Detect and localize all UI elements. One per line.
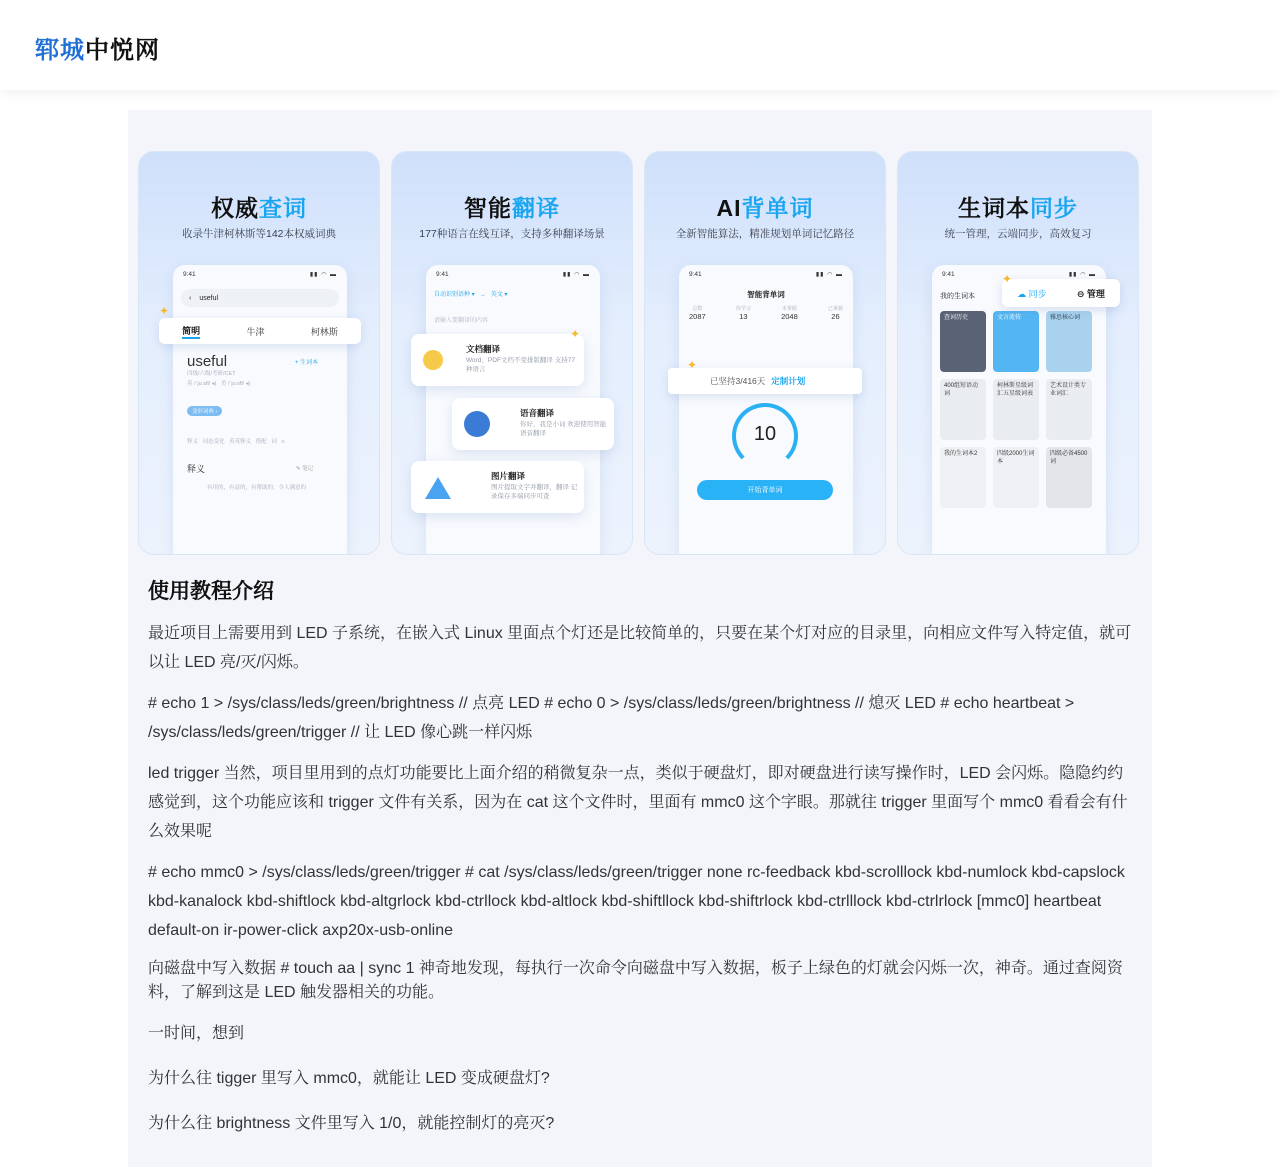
translate-input: 请输入要翻译的内容 [434,318,489,324]
start-learning-button: 开始背单词 [697,480,833,500]
wordbook-tile: 四级2000生词本 [993,447,1039,508]
image-icon [425,477,451,499]
definition-text: 有用的，有益的，有帮助的，令人满意的 [207,485,307,491]
note-button: ✎ 笔记 [296,466,314,472]
meaning-tabs: 释义 词态变化 英英释义 搭配 词 ≡ [187,439,285,445]
article-paragraph: 为什么往 brightness 文件里写入 1/0，就能控制灯的亮灭? [148,1115,555,1132]
wordbook-tile: 查词历史 [940,311,986,372]
card-title: AI背单词 [716,195,814,221]
stats-row: 总数 2087 待学习 13 未掌握 2048 已掌握 26 [689,306,843,321]
card-subtitle: 全新智能算法，精准规划单词记忆路径 [675,228,855,240]
signal-icon: ▮▮ ◠ ▬ [309,271,337,278]
tab-oxford: 牛津 [246,326,265,337]
section-title: 释义 [187,464,206,474]
feature-card-ai-vocab[interactable] [644,151,886,555]
status-bar: 9:41 ▮▮ ◠ ▬ [689,270,843,278]
robot-icon [464,411,490,437]
wordbook-tile: 我的生词本2 [940,447,986,508]
feature-card-lookup[interactable] [138,151,380,555]
signal-icon: ▮▮ ◠ ▬ [1068,271,1096,278]
wordbook-tile: 四级必备4500词 [1046,447,1092,508]
sparkle-icon: ✦ [687,358,698,372]
feature-voice-translate: 语音翻译 你好，我是小词 欢迎使用智能语音翻译 [452,398,614,450]
article-paragraph: 最近项目上需要用到 LED 子系统，在嵌入式 Linux 里面点个灯还是比较简单的，只要在某个灯对应的目录里，向相应文件写入特定值，就可以让 LED 亮/灭/闪烁。 [148,625,1132,671]
site-logo[interactable] [35,30,160,65]
signal-icon: ▮▮ ◠ ▬ [815,271,843,278]
feature-card-wordbook-sync[interactable] [897,151,1139,555]
wordbook-grid [940,311,1092,508]
today-count: 10 [753,423,777,445]
article-paragraph: 向磁盘中写入数据 # touch aa | sync 1 神奇地发现，每执行一次命令向磁盘中写入数据，板子上绿色的灯就会闪烁一次，神奇。通过查阅资料，了解到这是 LED 触发器相关的功能。 [148,960,1123,1001]
document-icon [423,350,443,370]
card-title: 智能翻译 [464,195,560,221]
search-box: ‹ useful [181,289,339,307]
article-paragraph: # echo mmc0 > /sys/class/leds/green/trigger # cat /sys/class/leds/green/trigger none rc-feedback kbd-scrolllock kbd-numlock kbd-capslock kbd-kanalock kbd-shiftlock kbd-altgrlock kbd-ctrllock kbd-altlock kbd-shiftllock kbd-shiftrlock kbd-ctrlllock kbd-ctrlrlock [mmc0] heartbeat default-on ir-power-click axp20x-usb-online [148,864,1125,939]
status-bar: 9:41 ▮▮ ◠ ▬ [942,270,1096,278]
sparkle-icon: ✦ [1002,272,1013,286]
add-wordbook-badge: + 生词本 [295,360,319,366]
card-title: 权威查词 [211,195,307,221]
wordbook-tile: 柯林斯星级词汇五星级词表 [993,379,1039,440]
status-bar: 9:41 ▮▮ ◠ ▬ [436,270,590,278]
sparkle-icon: ✦ [570,327,581,341]
wordbook-title: 我的生词本 [940,293,975,300]
tab-collins: 柯林斯 [310,326,338,337]
card-subtitle: 177种语言在线互译，支持多种翻译场景 [419,228,605,240]
word-meta: 四级/六级/考研/CET [187,371,236,377]
article-paragraph: 一时间，想到 [148,1025,245,1042]
pronounce-chip: 变形词典 › [187,406,222,416]
card-subtitle: 收录牛津柯林斯等142本权威词典 [181,228,337,240]
phone-header: 智能背单词 [747,290,785,299]
language-selector: 自动识别语种 ▾ → 英文 ▾ [434,292,508,298]
wordbook-tile: 文言流传 [993,311,1039,372]
status-bar: 9:41 ▮▮ ◠ ▬ [183,270,337,278]
phone-mockup [173,265,347,555]
tab-concise: 简明 [182,324,200,339]
dictionary-tabs [159,318,361,344]
tutorial-article [148,575,1134,1150]
sync-manage-bar [1002,279,1120,307]
sparkle-icon: ✦ [159,304,170,318]
article-heading: 使用教程介绍 [148,580,274,603]
manage-icon: ⊖ 管理 [1076,288,1105,299]
logo-text-part2: 中悦网 [85,37,160,64]
signal-icon: ▮▮ ◠ ▬ [562,271,590,278]
feature-card-translate[interactable] [391,151,633,555]
main-content [128,110,1152,1167]
plan-banner: 已坚持3/416天 定制计划 [668,368,862,394]
wordbook-tile: 400组短语动词 [940,379,986,440]
article-paragraph: led trigger 当然，项目里用到的点灯功能要比上面介绍的稍微复杂一点，类似于硬盘灯，即对硬盘进行读写操作时，LED 会闪烁。隐隐约约感觉到，这个功能应该和 trigger 文件有关系，因为在 cat 这个文件时，里面有 mmc0 这个字眼。那就往 trigger 里面写个 mmc0 看看会有什么效果呢 [148,765,1128,840]
logo-text-part1: 郓城 [35,37,85,64]
phone-mockup [679,265,853,555]
site-header [0,0,1280,90]
word-headline: useful [187,353,228,370]
feature-cards [138,151,1139,555]
phonetics: 英 /ˈjuːsfl/ ◂) 美 /ˈjuːsfl/ ◂) [187,381,251,387]
phone-mockup [932,265,1106,555]
feature-document-translate: 文档翻译 Word、PDF文档不变排版翻译 支持77种语言 [411,334,584,386]
wordbook-tile: 雅思核心词 [1046,311,1092,372]
feature-image-translate: 图片翻译 图片提取文字并翻译，翻译 记录保存多端同步可查 [411,461,584,513]
card-title: 生词本同步 [958,195,1078,221]
cloud-sync-icon: ☁ 同步 [1017,288,1047,299]
article-paragraph: # echo 1 > /sys/class/leds/green/brightness // 点亮 LED # echo 0 > /sys/class/leds/green/brightness // 熄灭 LED # echo heartbeat > /sys/class/leds/green/trigger // 让 LED 像心跳一样闪烁 [148,695,1075,741]
wordbook-tile: 艺术设计类专业词汇 [1046,379,1092,440]
card-subtitle: 统一管理，云端同步，高效复习 [944,228,1092,240]
article-paragraph: 为什么往 tigger 里写入 mmc0，就能让 LED 变成硬盘灯? [148,1070,550,1087]
back-icon: ‹ [189,294,192,302]
